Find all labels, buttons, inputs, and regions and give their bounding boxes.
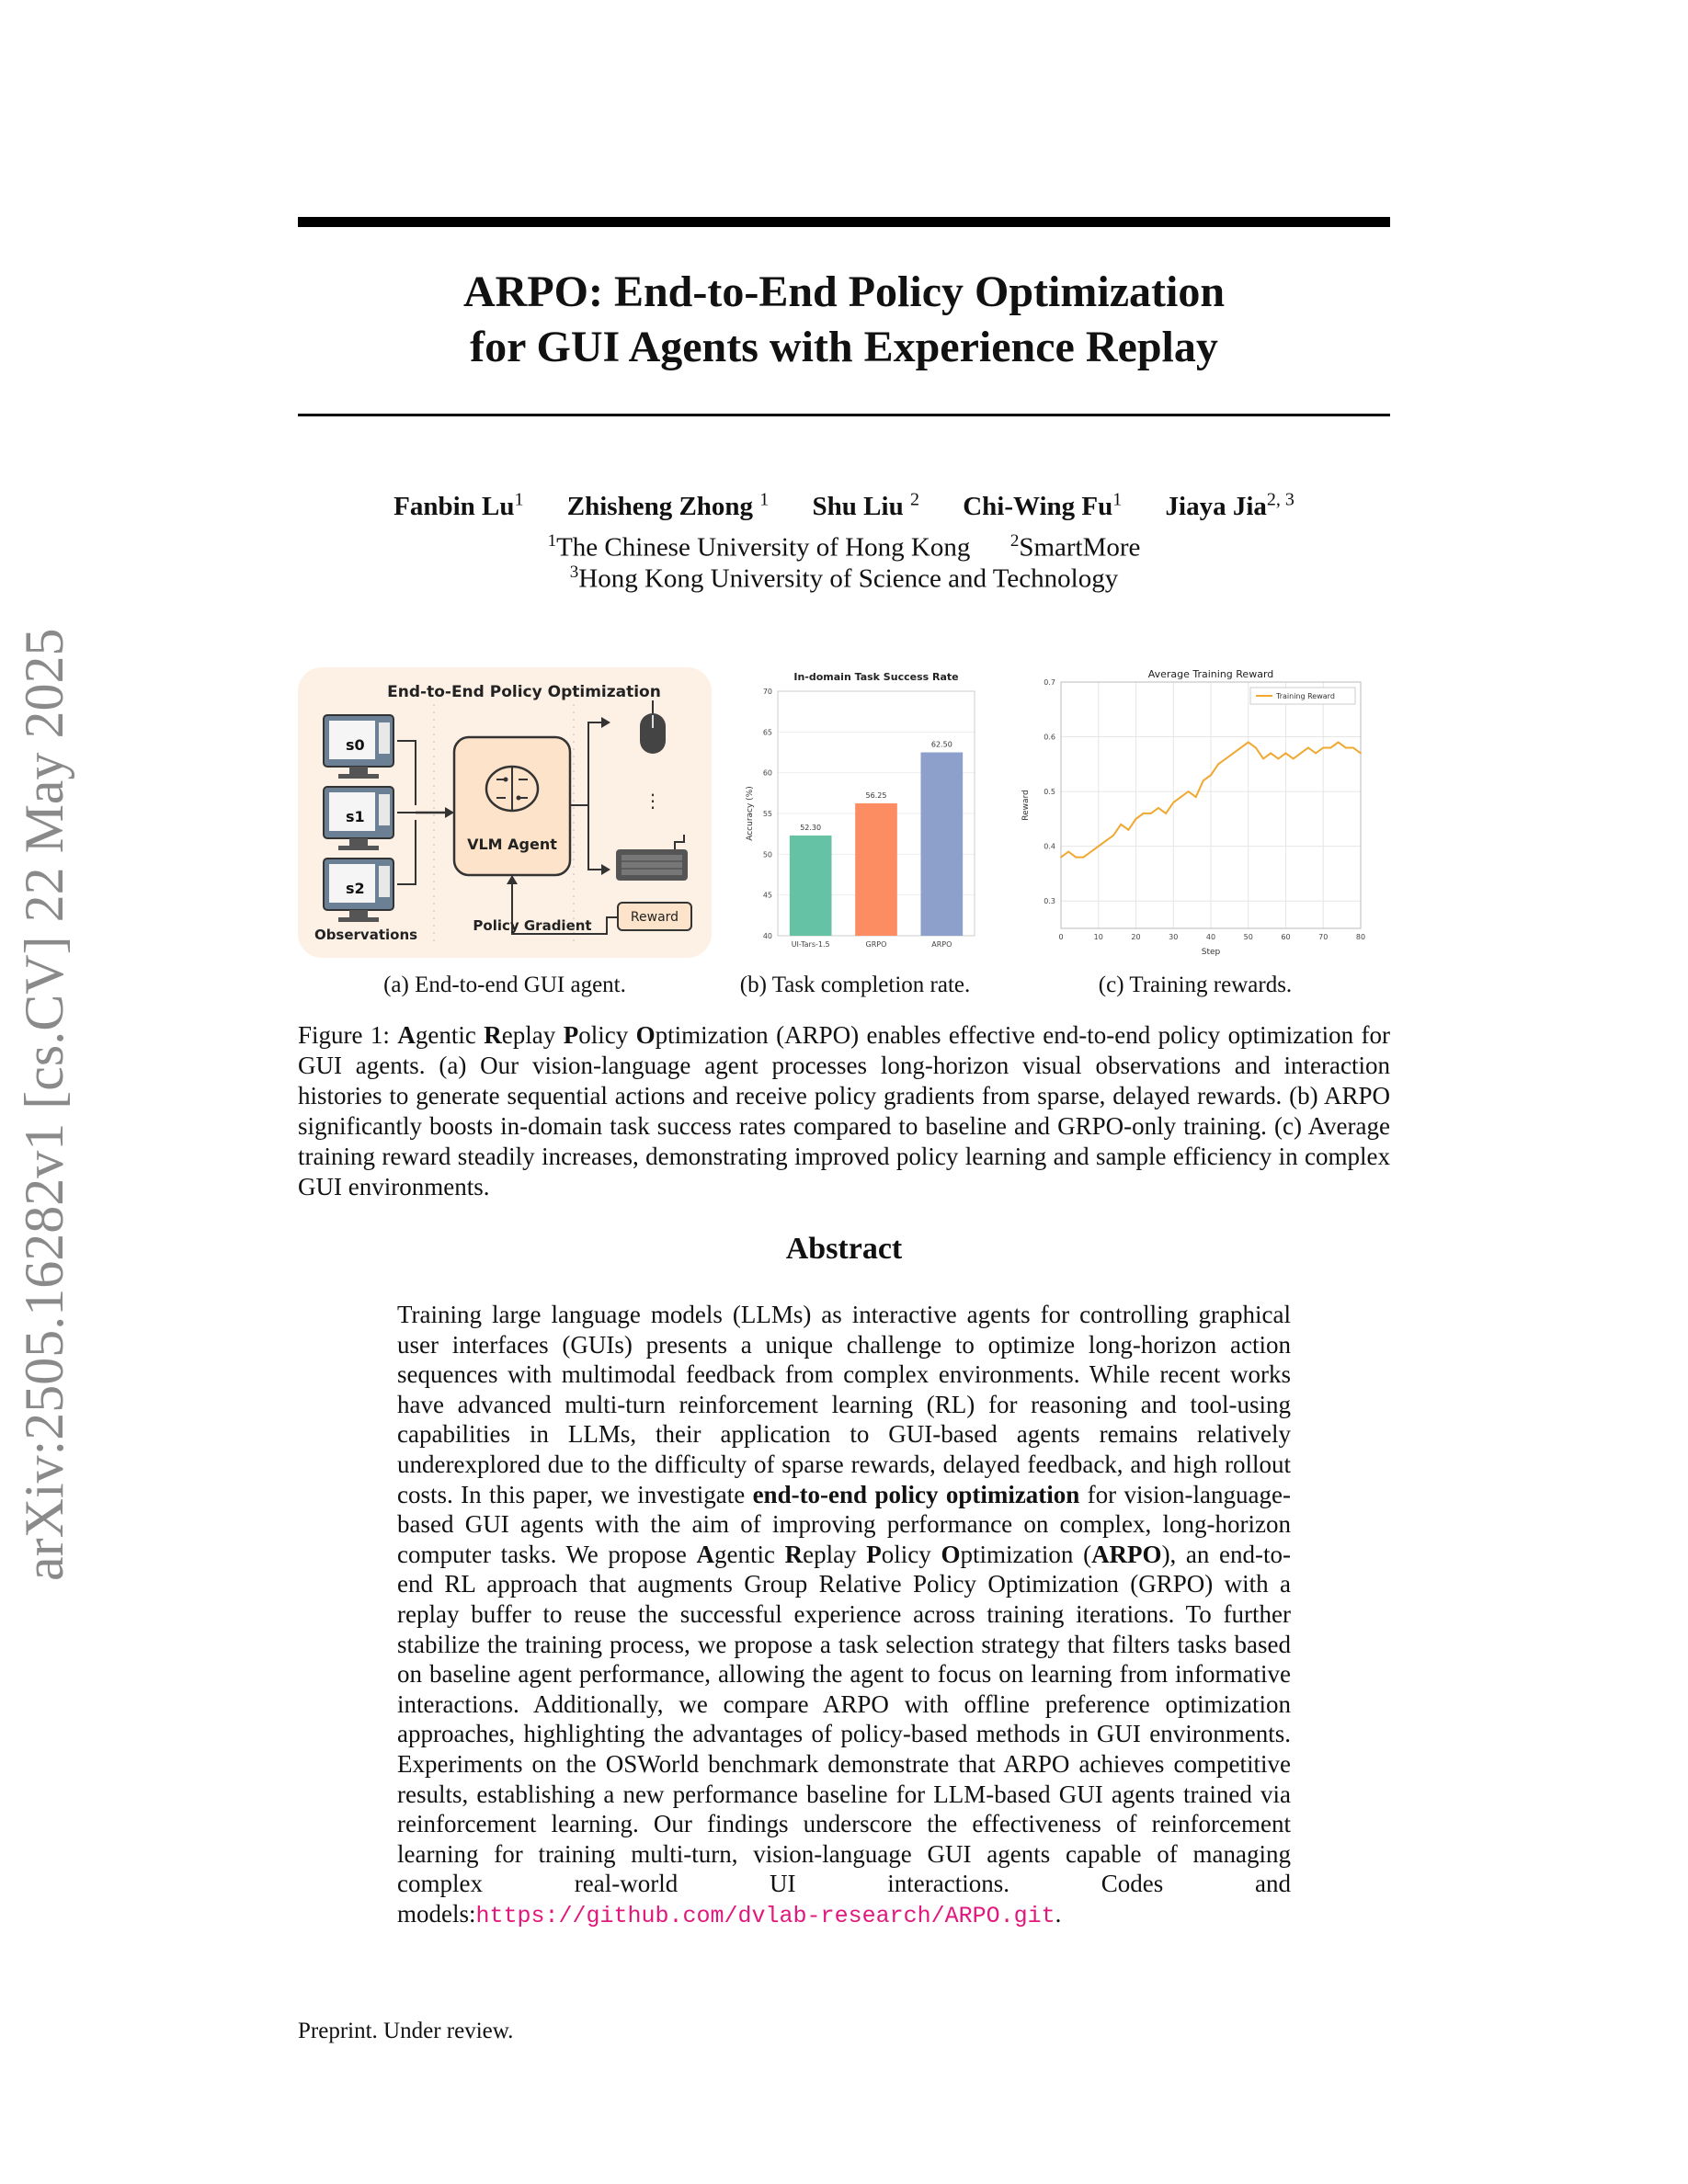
data-point xyxy=(1322,747,1324,749)
x-axis-label: Step xyxy=(1201,948,1221,957)
data-point xyxy=(1277,757,1279,759)
y-axis-label: Reward xyxy=(1021,790,1031,821)
data-point xyxy=(1307,747,1309,749)
data-point xyxy=(1293,757,1295,759)
title-bottom-rule xyxy=(298,414,1390,416)
x-tick-label: 70 xyxy=(1318,933,1329,941)
y-tick-label: 70 xyxy=(762,688,772,696)
bar-value-label: 56.25 xyxy=(865,791,887,800)
legend-label: Training Reward xyxy=(1276,692,1335,700)
paper-title xyxy=(298,265,1390,375)
data-point xyxy=(1338,742,1340,744)
figure-caption: Figure 1: Agentic Replay Policy Optimization (ARPO) enables effective end-to-end policy optimization for GUI agents. (a) Our vision-language agent processes long-horizon visual observations and interaction histories to generate sequential actions and receive policy gradients from sparse, delayed rewards. (b) ARPO significantly boosts in-domain task success rates compared to baseline and GRPO-only training. (c) Average training reward steadily increases, demonstrating improved policy learning and sample efficiency in complex GUI environments. xyxy=(298,1021,1391,1200)
y-tick-label: 55 xyxy=(762,810,772,818)
data-point xyxy=(1345,747,1347,749)
author: Fanbin Lu$^1$ xyxy=(393,489,524,521)
y-axis-label: Accuracy (%) xyxy=(746,786,755,841)
state-label: s0 xyxy=(346,736,365,754)
data-point xyxy=(1233,753,1235,755)
data-point xyxy=(1090,851,1092,853)
code-link[interactable]: https://github.com/dvlab-research/ARPO.git xyxy=(475,1902,1055,1929)
x-tick-label: 60 xyxy=(1281,933,1291,941)
author: Jiaya Jia$^{2, 3}$ xyxy=(1165,489,1295,521)
data-point xyxy=(1330,747,1332,749)
y-tick-label: 0.5 xyxy=(1044,788,1055,797)
y-tick-label: 0.7 xyxy=(1044,678,1055,687)
abstract-body: Training large language models (LLMs) as interactive agents for controlling graphical user interfaces (GUIs) presents a unique challenge to optimize long-horizon action sequences with multimodal feedback from complex environments. While recent works have advanced multi-turn reinforcement learning (RL) for reasoning and tool-using capabilities in LLMs, their application to GUI-based agents remains relatively underexplored due to the difficulty of sparse rewards, delayed feedback, and high rollout costs. In this paper, we investigate end-to-end policy optimization for vision-language-based GUI agents with the aim of improving performance on complex, long-horizon computer tasks. We propose Agentic Replay Policy Optimization (ARPO), an end-to-end RL approach that augments Group Relative Policy Optimization (GRPO) with a replay buffer to reuse the successful experience across training iterations. To further stabilize the training process, we propose a task selection strategy that filters tasks based on baseline agent performance, allowing the agent to focus on learning from informative interactions. Additionally, we compare ARPO with offline preference optimization approaches, highlighting the advantages of policy-based methods in GUI environments. Experiments on the OSWorld benchmark demonstrate that ARPO achieves competitive results, establishing a new performance baseline for LLM-based GUI agents trained via reinforcement learning. Our findings underscore the effectiveness of reinforcement learning for training multi-turn, vision-language GUI agents capable of managing complex real-world UI interactions. Codes and models:https://github.com/dvlab-research/ARPO.git. xyxy=(397,1301,1292,1929)
data-point xyxy=(1210,774,1212,776)
y-tick-label: 60 xyxy=(762,768,772,778)
data-point xyxy=(1105,840,1107,842)
data-point xyxy=(1075,857,1077,859)
author: Chi-Wing Fu$^1$ xyxy=(963,489,1123,521)
agent-label: VLM Agent xyxy=(467,836,557,853)
observations-label: Observations xyxy=(314,927,418,943)
data-point xyxy=(1217,763,1219,765)
chart-title: Average Training Reward xyxy=(1147,668,1274,680)
title-line-2: for GUI Agents with Experience Replay xyxy=(470,323,1218,371)
data-point xyxy=(1195,796,1197,798)
y-tick-label: 65 xyxy=(762,728,772,737)
data-point xyxy=(1225,757,1226,759)
data-point xyxy=(1098,846,1100,847)
top-rule xyxy=(298,217,1390,227)
policy-gradient-label: Policy Gradient xyxy=(473,917,592,934)
state-label: s1 xyxy=(346,808,365,825)
x-tick-label: GRPO xyxy=(865,940,887,949)
y-tick-label: 0.6 xyxy=(1044,733,1055,742)
data-point xyxy=(1285,753,1287,755)
x-tick-label: UI-Tars-1.5 xyxy=(791,940,830,949)
y-tick-label: 0.4 xyxy=(1044,842,1055,851)
data-point xyxy=(1240,747,1242,749)
x-tick-label: 0 xyxy=(1058,933,1064,941)
y-tick-label: 40 xyxy=(762,932,772,940)
x-tick-label: 40 xyxy=(1205,933,1216,941)
data-point xyxy=(1060,857,1062,859)
affiliation-line: $^3$Hong Kong University of Science and Technology xyxy=(569,563,1119,594)
line-chart xyxy=(1019,667,1368,958)
subcaption-c: (c) Training rewards. xyxy=(1098,973,1293,997)
state-label: s2 xyxy=(346,880,365,897)
diagram-title: End-to-End Policy Optimization xyxy=(387,683,661,701)
data-point xyxy=(1067,851,1069,853)
subcaption-a: (a) End-to-end GUI agent. xyxy=(383,973,626,997)
data-point xyxy=(1248,742,1249,744)
data-point xyxy=(1150,813,1152,814)
author-list xyxy=(298,489,1390,522)
method-name: Agentic Replay Policy Optimization xyxy=(696,1540,1074,1568)
data-point xyxy=(1083,857,1085,859)
arxiv-side-label: arXiv:2505.16282v1 [cs.CV] 22 May 2025 xyxy=(14,628,74,1581)
author: Shu Liu $^2$ xyxy=(812,489,919,521)
reward-label: Reward xyxy=(630,910,679,925)
data-point xyxy=(1352,747,1354,749)
y-tick-label: 50 xyxy=(762,850,772,859)
y-tick-label: 0.3 xyxy=(1044,897,1055,906)
data-point xyxy=(1135,818,1137,820)
ellipsis: ⋮ xyxy=(644,790,662,812)
bar xyxy=(921,753,964,937)
bar-chart xyxy=(741,667,984,958)
data-point xyxy=(1315,753,1317,755)
data-point xyxy=(1112,835,1114,836)
agent-diagram xyxy=(298,667,712,958)
data-point xyxy=(1120,824,1122,825)
author: Zhisheng Zhong $^1$ xyxy=(566,489,770,521)
data-point xyxy=(1270,753,1272,755)
bar-value-label: 62.50 xyxy=(930,740,952,749)
data-point xyxy=(1255,747,1257,749)
data-point xyxy=(1188,791,1190,792)
subcaption-b: (b) Task completion rate. xyxy=(739,973,971,997)
data-point xyxy=(1180,796,1182,798)
data-point xyxy=(1360,753,1362,755)
x-tick-label: 80 xyxy=(1355,933,1366,941)
title-line-1: ARPO: End-to-End Policy Optimization xyxy=(462,267,1226,316)
bar xyxy=(855,803,897,936)
data-point xyxy=(1127,829,1129,831)
chart-title: In-domain Task Success Rate xyxy=(793,671,959,683)
data-point xyxy=(1158,807,1159,809)
x-tick-label: ARPO xyxy=(931,940,952,949)
data-point xyxy=(1300,753,1302,755)
preprint-footnote: Preprint. Under review. xyxy=(298,2019,514,2043)
data-point xyxy=(1203,779,1204,781)
affiliation-line: $^1$The Chinese University of Hong Kong $^2$SmartMore xyxy=(547,531,1141,563)
y-tick-label: 45 xyxy=(762,891,772,900)
abstract-heading: Abstract xyxy=(785,1232,903,1266)
data-point xyxy=(1262,757,1264,759)
bar-value-label: 52.30 xyxy=(800,823,822,832)
bar xyxy=(790,836,832,936)
x-tick-label: 30 xyxy=(1169,933,1179,941)
data-point xyxy=(1172,802,1174,803)
data-point xyxy=(1143,813,1145,814)
data-point xyxy=(1165,813,1167,814)
x-tick-label: 10 xyxy=(1093,933,1103,941)
x-tick-label: 50 xyxy=(1243,933,1253,941)
x-tick-label: 20 xyxy=(1131,933,1141,941)
